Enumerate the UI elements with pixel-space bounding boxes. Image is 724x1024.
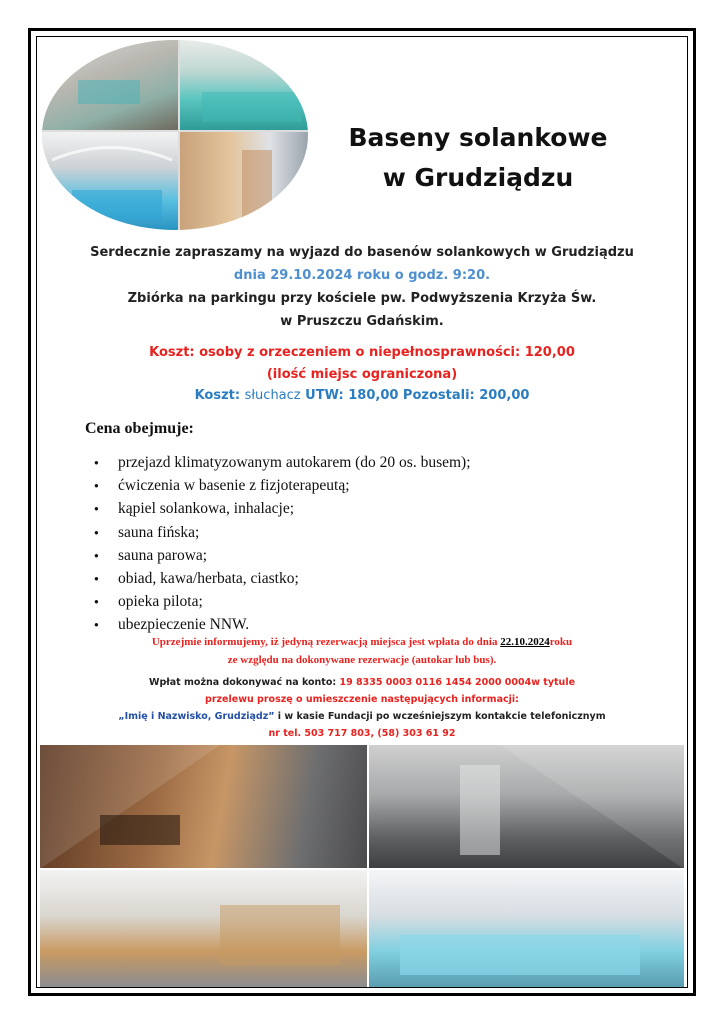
cost-utw-listener: słuchacz bbox=[244, 388, 301, 403]
list-item: ● obiad, kawa/herbata, ciastko; bbox=[98, 567, 471, 590]
title-line-2: w Grudziądzu bbox=[382, 163, 574, 192]
notice-line-1 bbox=[60, 636, 664, 648]
includes-list bbox=[98, 451, 471, 637]
cost-disabled: Koszt: osoby z orzeczeniem o niepełnosprawności: 120,00 bbox=[149, 345, 575, 360]
phone-numbers: nr tel. 503 717 803, (58) 303 61 92 bbox=[268, 728, 456, 739]
cost-utw-label: Koszt: bbox=[194, 388, 241, 403]
payment-line-3 bbox=[60, 711, 664, 722]
list-item: ● opieka pilota; bbox=[98, 590, 471, 613]
list-item: ● sauna fińska; bbox=[98, 521, 471, 544]
title-line-1: Baseny solankowe bbox=[348, 123, 608, 152]
list-item: ● ubezpieczenie NNW. bbox=[98, 613, 471, 636]
collage-overlay bbox=[40, 745, 684, 987]
collage-decoration bbox=[42, 40, 308, 230]
spa-photo-collage bbox=[40, 745, 684, 987]
limited-seats: (ilość miejsc ograniczona) bbox=[266, 367, 458, 382]
meeting-place: w Pruszczu Gdańskim. bbox=[280, 314, 444, 329]
payment-line-3-rest: i w kasie Fundacji po wcześniejszym kontakcie telefonicznym bbox=[274, 711, 606, 722]
notice-deadline-date: 22.10.2024 bbox=[500, 636, 550, 648]
cost-utw bbox=[60, 388, 664, 403]
payment-line-2: przelewu proszę o umieszczenie następujących informacji: bbox=[205, 694, 519, 705]
meeting-point: Zbiórka na parkingu przy kościele pw. Podwyższenia Krzyża Św. bbox=[127, 291, 597, 306]
payment-line-1 bbox=[60, 677, 664, 688]
includes-heading: Cena obejmuje: bbox=[85, 420, 194, 437]
bank-account: 19 8335 0003 0116 1454 2000 0004w tytule bbox=[339, 677, 576, 688]
payment-pre: Wpłat można dokonywać na konto: bbox=[148, 677, 340, 688]
cost-utw-rest: UTW: 180,00 Pozostali: 200,00 bbox=[305, 388, 530, 403]
pool-photo-collage bbox=[42, 40, 308, 230]
invite-text: Serdecznie zapraszamy na wyjazd do basenów solankowych w Grudziądzu bbox=[90, 245, 634, 260]
notice-line-2: ze względu na dokonywane rezerwacje (autokar lub bus). bbox=[227, 654, 497, 666]
list-item: ● przejazd klimatyzowanym autokarem (do 20 os. busem); bbox=[98, 451, 471, 474]
trip-date: dnia 29.10.2024 roku o godz. 9:20. bbox=[233, 268, 491, 283]
notice-pre: Uprzejmie informujemy, iż jedyną rezerwacją miejsca jest wpłata do dnia bbox=[151, 636, 501, 648]
list-item: ● kąpiel solankowa, inhalacje; bbox=[98, 497, 471, 520]
list-item: ● sauna parowa; bbox=[98, 544, 471, 567]
page-title bbox=[318, 118, 638, 198]
notice-post: roku bbox=[549, 636, 573, 648]
transfer-title-quote: „Imię i Nazwisko, Grudziądz” bbox=[118, 711, 275, 722]
list-item: ● ćwiczenia w basenie z fizjoterapeutą; bbox=[98, 474, 471, 497]
